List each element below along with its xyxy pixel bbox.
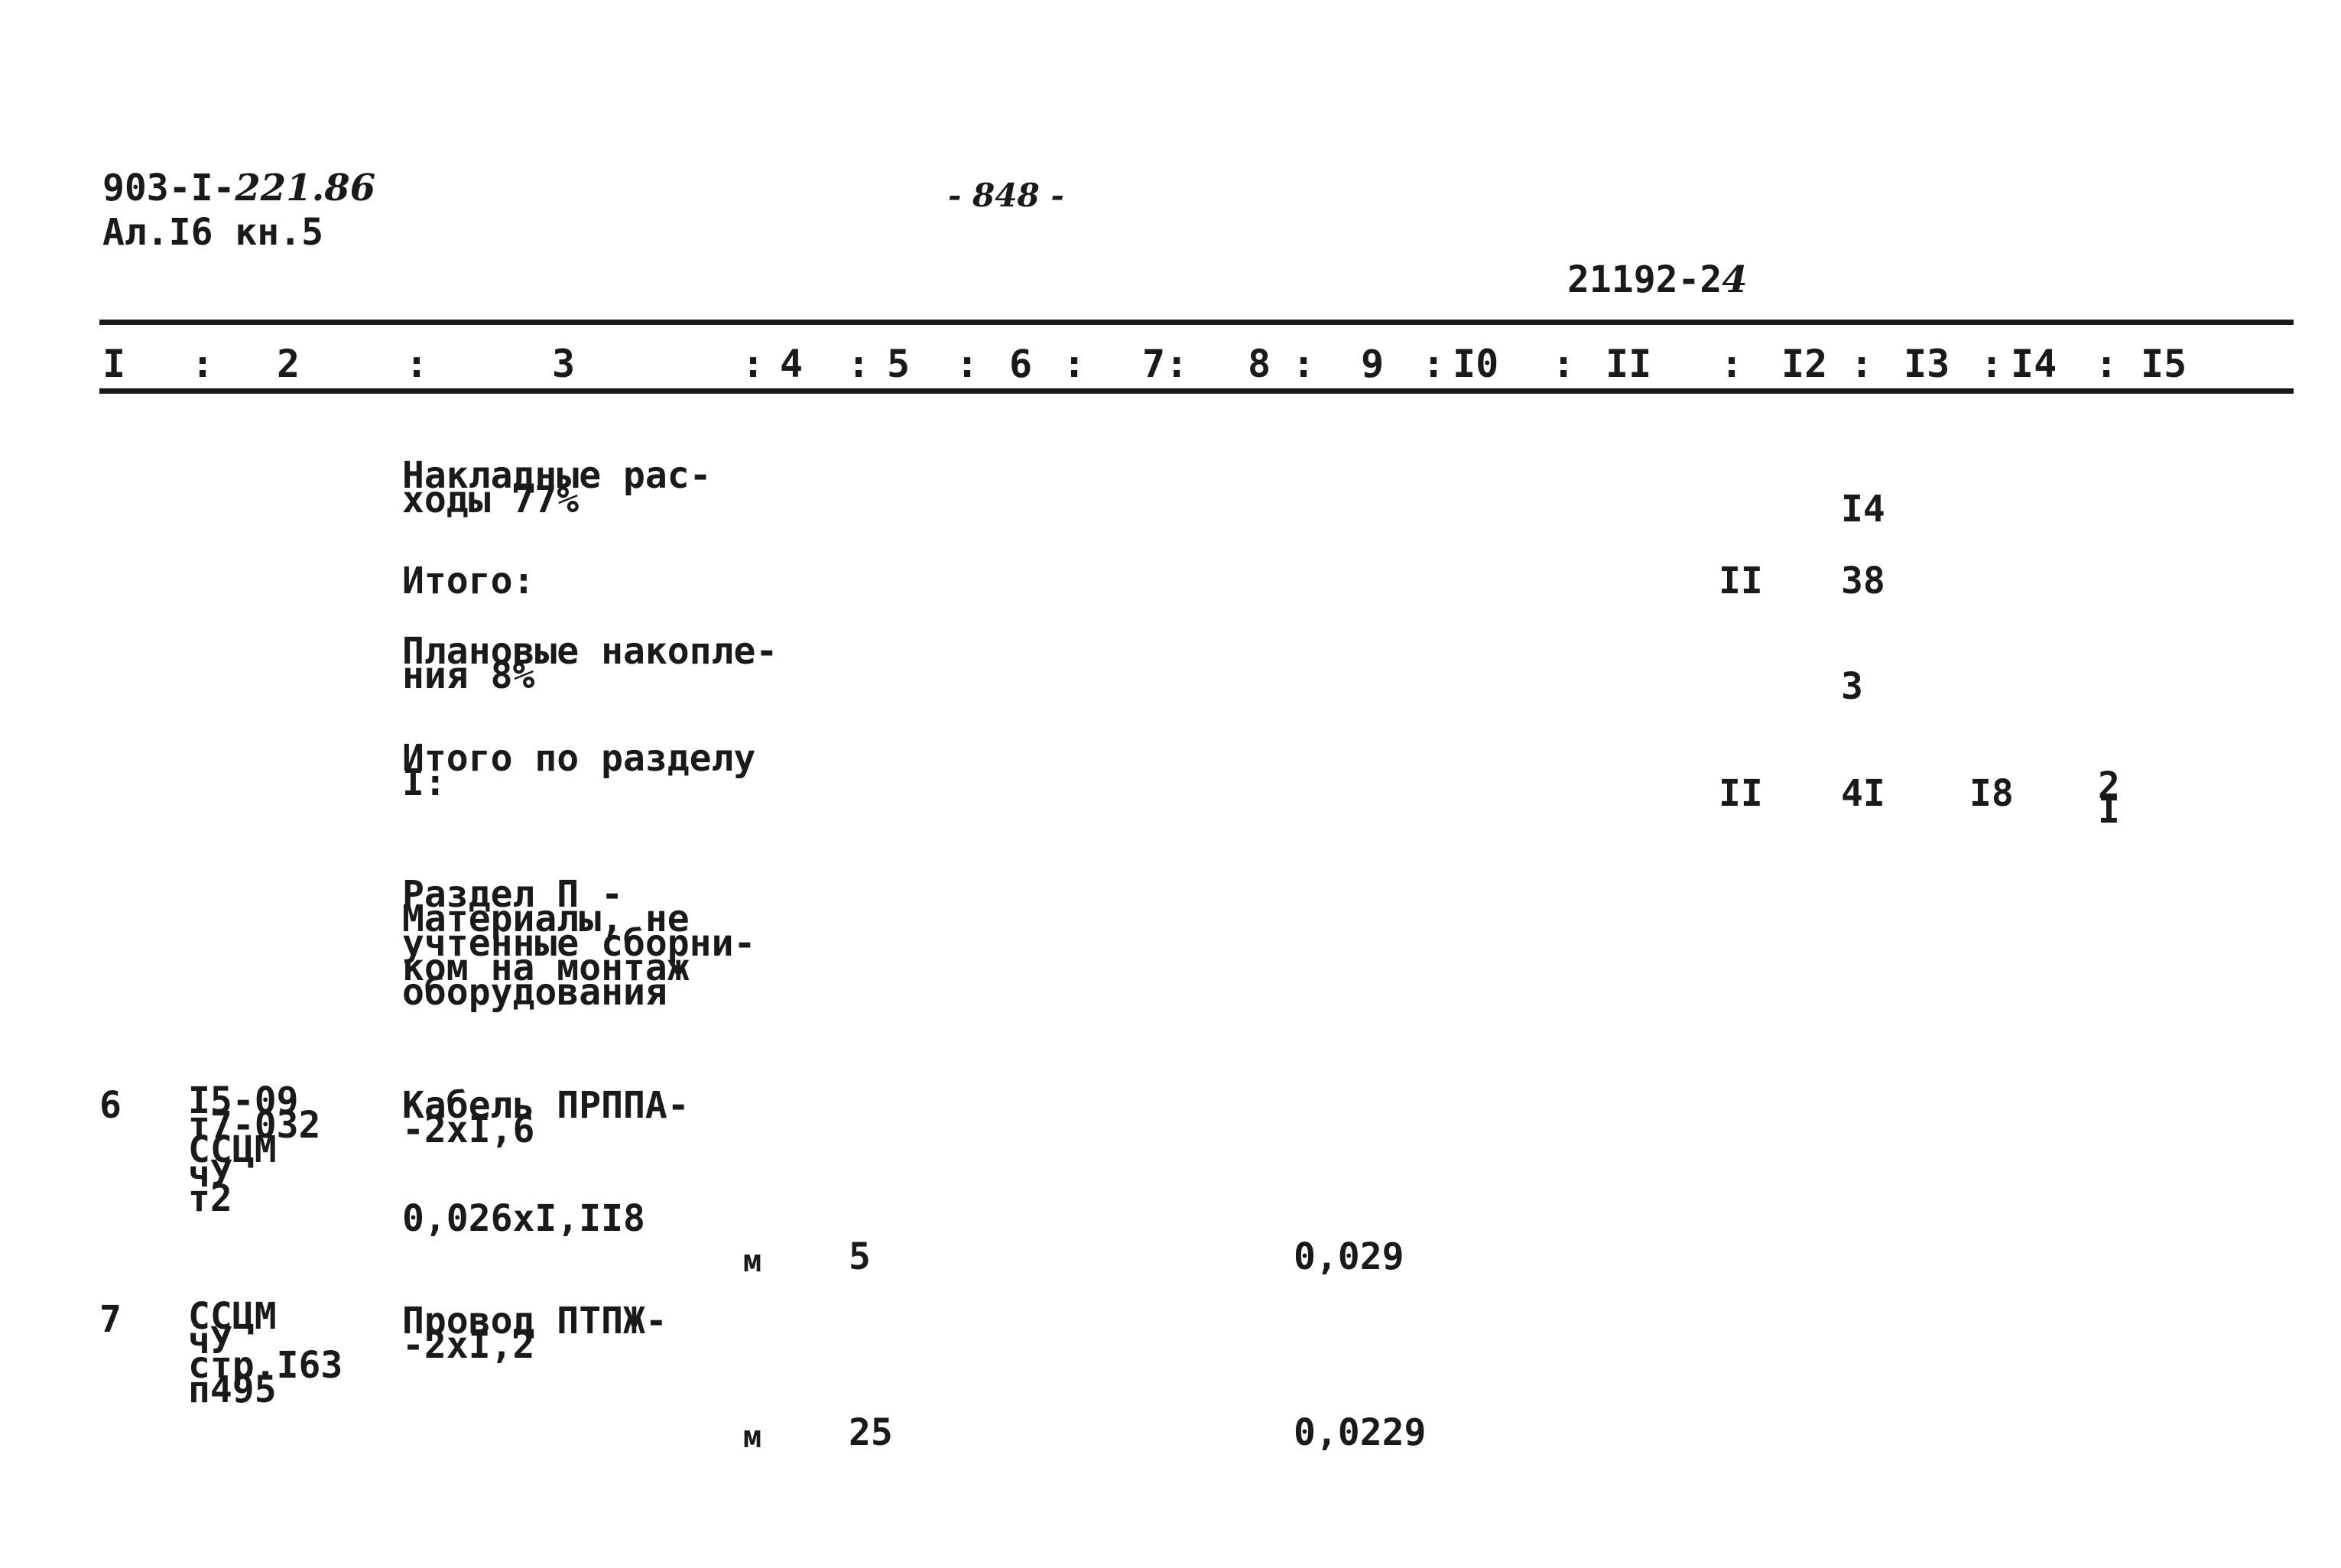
album-line: Ал.I6 кн.5 bbox=[102, 211, 323, 254]
column-number: 5 bbox=[887, 342, 911, 386]
item-7-qty: 25 bbox=[849, 1411, 893, 1454]
column-number: II bbox=[1606, 342, 1652, 386]
column-separator: : bbox=[956, 342, 979, 386]
column-number: I4 bbox=[2011, 342, 2057, 386]
item-7-number: 7 bbox=[99, 1298, 122, 1341]
column-separator: : bbox=[1292, 342, 1316, 386]
section-2-heading: Раздел П - Материалы, не учтенные сборни- ком на монтаж оборудования bbox=[402, 873, 756, 1014]
item-7-value: 0,0229 bbox=[1294, 1411, 1427, 1454]
table-header-rule bbox=[99, 388, 2294, 394]
item-6-formula: 0,026хI,II8 bbox=[402, 1197, 645, 1240]
item-7-name: Провод ПТПЖ- -2хI,2 bbox=[402, 1300, 667, 1367]
planned-col13: 3 bbox=[1841, 665, 1863, 708]
overhead-col13: I4 bbox=[1841, 488, 1885, 531]
item-6-qty: 5 bbox=[849, 1235, 871, 1278]
stamp-number-handwritten: 4 bbox=[1722, 258, 1748, 301]
column-separator: : bbox=[1422, 342, 1446, 386]
item-6-number: 6 bbox=[99, 1084, 122, 1127]
section-total-col13: 4I bbox=[1841, 772, 1885, 815]
column-number: I0 bbox=[1453, 342, 1499, 386]
column-separator: : bbox=[1063, 342, 1086, 386]
column-number: 7: bbox=[1142, 342, 1189, 386]
column-separator: : bbox=[2095, 342, 2119, 386]
section-total-col12: II bbox=[1719, 772, 1763, 815]
column-number: 6 bbox=[1009, 342, 1033, 386]
section-total-col15: 2 I bbox=[2098, 765, 2120, 832]
column-number: 8 bbox=[1248, 342, 1271, 386]
planned-label: Плановые накопле- ния 8% bbox=[402, 630, 778, 697]
document-code bbox=[102, 167, 376, 209]
column-number: 3 bbox=[552, 342, 576, 386]
item-6-name: Кабель ПРППА- -2хI,6 bbox=[402, 1084, 690, 1151]
item-6-code: I5-09 т7-032 ССЦМ чУ т2 bbox=[188, 1079, 321, 1220]
document-code-printed: 903-I- bbox=[102, 167, 235, 209]
total-col13: 38 bbox=[1841, 560, 1885, 602]
table-top-rule bbox=[99, 320, 2294, 325]
page-number: - 848 - bbox=[948, 177, 1064, 214]
column-number: I5 bbox=[2141, 342, 2187, 386]
total-label: Итого: bbox=[402, 560, 535, 602]
column-separator: : bbox=[1720, 342, 1744, 386]
column-number: 2 bbox=[277, 342, 300, 386]
column-separator: : bbox=[1850, 342, 1874, 386]
column-number: I bbox=[102, 342, 126, 386]
item-6-unit: м bbox=[743, 1244, 762, 1279]
column-separator: : bbox=[847, 342, 871, 386]
column-separator: : bbox=[1552, 342, 1576, 386]
document-code-handwritten: 221.86 bbox=[235, 167, 376, 209]
column-separator: : bbox=[1980, 342, 2004, 386]
item-6-value: 0,029 bbox=[1294, 1235, 1404, 1278]
column-separator: : bbox=[405, 342, 429, 386]
total-col12: II bbox=[1719, 560, 1763, 602]
section-total-label: Итого по разделу I: bbox=[402, 737, 756, 804]
stamp-number-printed: 21192-2 bbox=[1567, 258, 1722, 301]
section-total-col14: I8 bbox=[1969, 772, 2014, 815]
column-number: 4 bbox=[780, 342, 804, 386]
overhead-label: Накладные рас- ходы 77% bbox=[402, 454, 712, 521]
item-7-unit: м bbox=[743, 1420, 762, 1455]
column-separator: : bbox=[191, 342, 215, 386]
column-number: 9 bbox=[1361, 342, 1385, 386]
stamp-number bbox=[1567, 258, 1748, 301]
column-number: I3 bbox=[1904, 342, 1950, 386]
column-separator: : bbox=[742, 342, 765, 386]
item-7-code: ССЦМ чУ стр.I63 п495 bbox=[188, 1295, 343, 1411]
column-number: I2 bbox=[1781, 342, 1828, 386]
